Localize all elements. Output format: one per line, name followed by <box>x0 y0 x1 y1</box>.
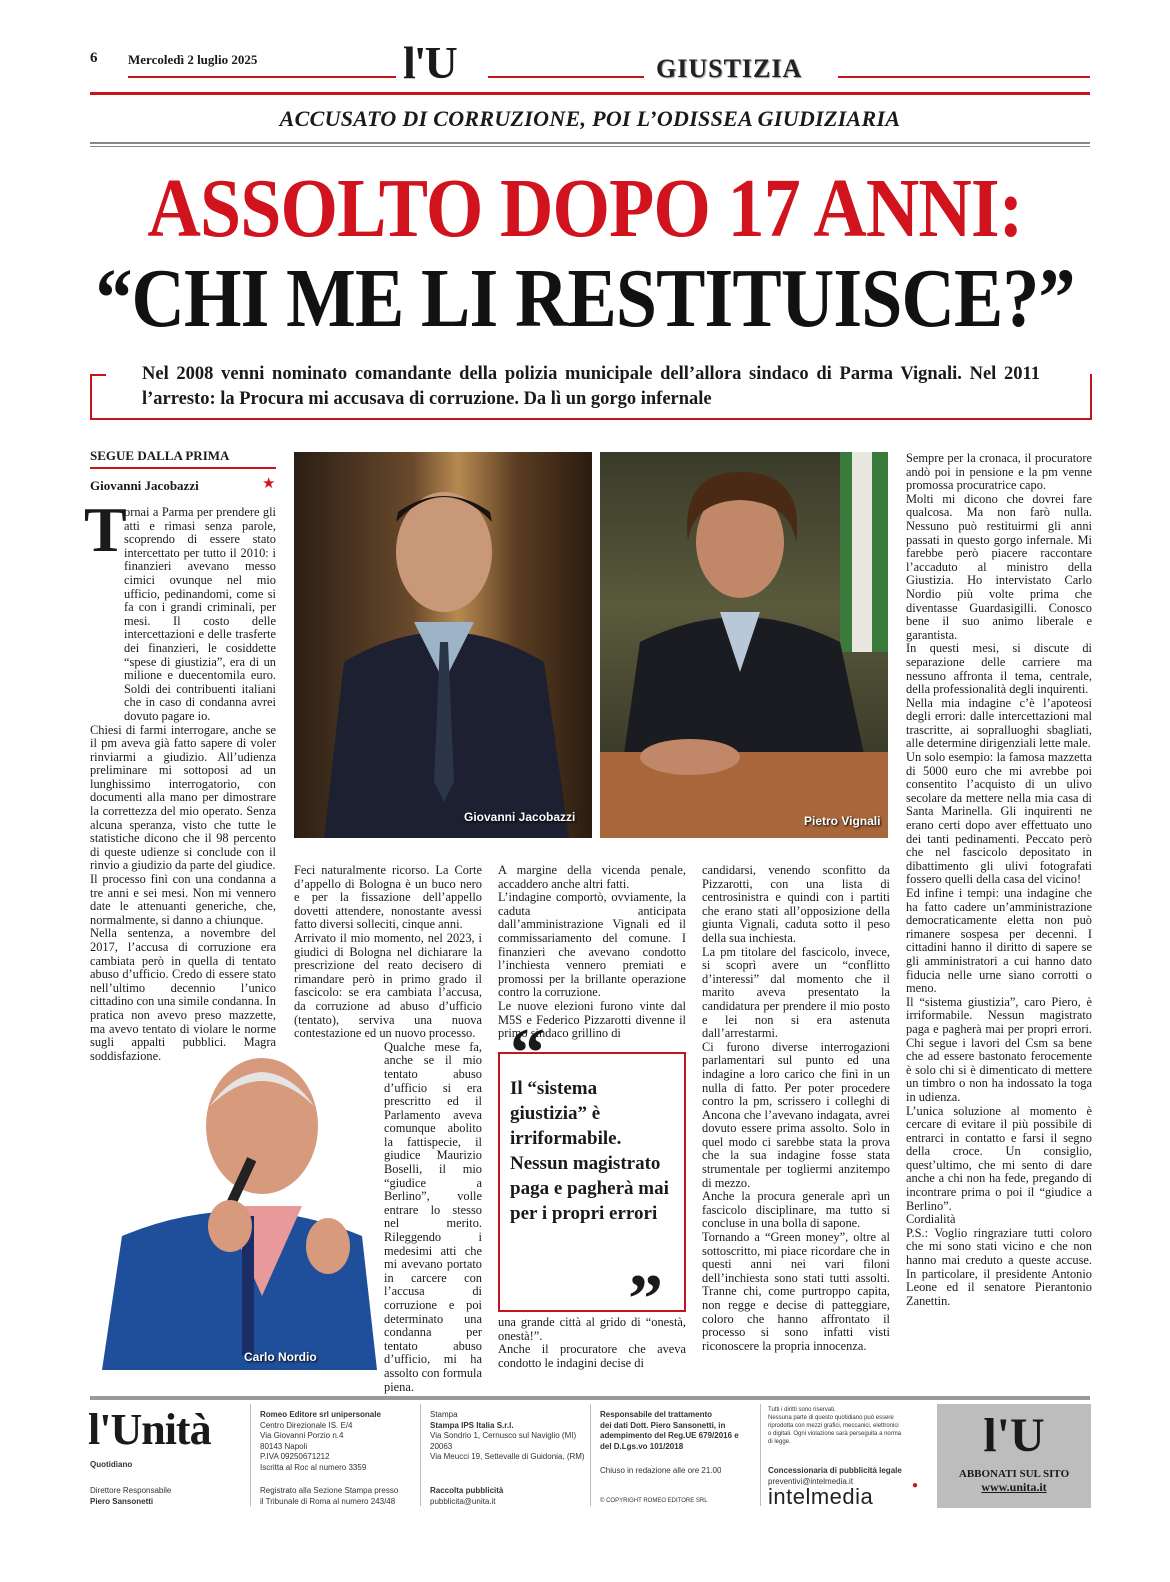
footer-separator <box>250 1404 251 1506</box>
paragraph: Il “sistema giustizia”, caro Piero, è irriformabile. Nessun magistrato paga e pagherà mai per propri errori. Chi segue i lavori del Csm sa bene che ad essere bastonato ferocemente è solo chi si è dimenticato di mettere un timbro o non ha indossato la toga in udienza. <box>906 994 1092 1104</box>
paragraph: ornai a Parma per prendere gli atti e rimasi senza parole, scoprendo di essere stato intercettato per tutto il 2010: i finanzieri avevano messo cimici ovunque nel mio ufficio, pedinandomi, come si fa con i grandi criminali, per mesi. Il costo delle intercettazioni e delle trasferte dei finanzieri, le cosiddette “spese di giustizia”, era di un milione e duecentomila euro. Soldi dei contribuenti italiani che in caso di condanna avrei dovuto pagare io. <box>124 505 276 723</box>
paragraph: candidarsi, venendo sconfitto da Pizzarotti, con una lista di centrosinistra e quindi con i partiti che erano stati all’opposizione della giunta Vignali, caduta sotto il peso della sua inchiesta. <box>702 863 890 945</box>
author-name: Giovanni Jacobazzi <box>90 478 199 493</box>
divider <box>90 92 1090 95</box>
photo-pietro-vignali <box>600 452 888 838</box>
footer-diritti: Tutti i diritti sono riservati. Nessuna parte di questo quotidiano può essere riprodotta con mezzi grafici, meccanici, elettronici o digitali. Ogni violazione sarà perseguita a norma di legge. <box>768 1407 902 1445</box>
header-rule-mid <box>488 76 644 78</box>
intelmedia-logo: intelmedia <box>768 1484 874 1509</box>
subtitle: Nel 2008 venni nominato comandante della polizia municipale dell’allora sindaco di Parma Vignali. Nel 2011 l’arresto: la Procura mi accusava di corruzione. Da lì un gorgo infernale <box>142 364 1040 409</box>
subtitle-box <box>90 364 1092 420</box>
footer-separator <box>420 1404 421 1506</box>
footer-pubblicita: Raccolta pubblicità pubblicita@unita.it <box>430 1486 504 1506</box>
footer-copyright: © COPYRIGHT ROMEO EDITORE SRL <box>600 1498 708 1504</box>
paragraph: Un solo esempio: la famosa mazzetta di 5000 euro che mi avrebbe poi consentito l’acquisto di un ulivo secolare da mettere nella mia casa di Santa Marinella. Gli inquirenti ne erano certi dopo aver effettuato uno dei tanti pedinamenti. Peccato però che nel fascicolo depositato in dibattimento gli ulivi fotografati fossero quelli della casa del vicino! <box>906 750 1092 887</box>
paragraph: Sempre per la cronaca, il procuratore andò poi in pensione e la pm venne promossa procuratrice capo. <box>906 451 1092 493</box>
subscribe-label: ABBONATI SUL SITO <box>958 1468 1070 1480</box>
paragraph: Molti mi dicono che dovrei fare qualcosa. Ma non farò nulla. Nessuno può restituirmi gli anni passati in questo gorgo infernale. Mi farebbe però piacere raccontare l’accaduto al ministro della Giustizia. Ho intervistato Carlo Nordio più volte prima che diventasse Guardasigilli. Conosco bene il suo animo liberale e garantista. <box>906 491 1092 642</box>
kicker: ACCUSATO DI CORRUZIONE, POI L’ODISSEA GIUDIZIARIA <box>279 106 901 131</box>
paragraph: Tornando a “Green money”, oltre al sottoscritto, mi piace ricordare che in questi anni nei vari filoni dell’inchiesta sono stati tutti assolti. Tranne chi, come purtroppo capita, non regge e decise di patteggiare, coloro che hanno affrontato il processo si sono infatti visti riconoscere la propria innocenza. <box>702 1230 890 1353</box>
star-icon: ★ <box>262 476 276 492</box>
subscribe-link[interactable]: www.unita.it <box>981 1480 1047 1494</box>
paragraph: Ci furono diverse interrogazioni parlamentari sul punto ed una indagine a loro carico che finì in un nulla di fatto. Per poter procedere contro la pm, scrissero i colleghi di Ancona che l’avevano indagata, avrei dovuto essere prima assolto. Solo in quel modo ci sarebbe stata la prova che la sua indagine fosse stata strumentale per togliermi anzitempo di mezzo. <box>702 1039 890 1190</box>
paragraph: una grande città al grido di “onestà, onestà!”. <box>498 1315 686 1343</box>
paragraph: Arrivato il mio momento, nel 2023, i giudici di Bologna nel dichiarare la prescrizione del reato decisero di rimandare però in primo grado il fascicolo: se era cambiata l’accusa, da corruzione ad abuso d’ufficio (tentato), serviva una nuova contestazione ed un nuovo processo. <box>294 930 482 1041</box>
paragraph: In questi mesi, si discute di separazione delle carriere ma nessuno affronta il tema, centrale, della professionalità degli inquirenti. <box>906 641 1092 697</box>
pull-quote: Il “sistema giustizia” è irriformabile. Nessun magistrato paga e pagherà mai per i propri errori <box>510 1078 669 1224</box>
unita-logo: l'U <box>403 37 456 88</box>
paragraph: Chiesi di farmi interrogare, anche se il pm aveva già fatto sapere di voler rinviarmi a giudizio. All’udienza preliminare mi sottoposi ad un lunghissimo interrogatorio, con documenti alla mano per dimostrare la correttezza del mio operato. Senza alcuna speranza, visto che tutte le statistiche dicono che il 98 percento di queste udienze si conclude con il rinvio a giudizio da parte del giudice. <box>90 722 276 873</box>
paragraph: A margine della vicenda penale, accaddero anche altri fatti. <box>498 863 686 891</box>
paragraph: Il processo finì con una condanna a tre anni e sei mesi. Non mi vennero date le attenuanti generiche, che, normalmente, si danno a chiunque. <box>90 872 276 927</box>
paragraph: Feci naturalmente ricorso. La Corte d’appello di Bologna è un buco nero e per la fissazione dell’appello dovetti attendere, nonostante avessi fatto diversi solleciti, cinque anni. <box>294 863 482 932</box>
segue-label: SEGUE DALLA PRIMA <box>90 448 276 469</box>
article-column-2 <box>294 864 482 1394</box>
divider <box>90 142 1090 144</box>
quote-open-icon: “ <box>510 1015 545 1092</box>
divider <box>90 146 1090 147</box>
footer-separator <box>590 1404 591 1506</box>
paragraph: Qualche mese fa, anche se il mio tentato abuso d’ufficio si era prescritto ed il Parlamento aveva comunque abolito la fattispecie, il giudice Maurizio Boselli, il mio “giudice a Berlino”, volle entrare lo stesso nel merito. Rileggendo i medesimi atti che mi avevano portato in carcere con l’accusa di corruzione e poi determinato una condanna per tentato abuso d’ufficio, mi ha assolto con formula piena. <box>384 1039 482 1394</box>
footer-editor: Romeo Editore srl unipersonale Centro Direzionale IS. E/4 Via Giovanni Porzio n.4 80143 Napoli P.IVA 09250671212 Iscritta al Roc al numero 3359 <box>260 1410 381 1472</box>
paragraph: Nella sentenza, a novembre del 2017, l’accusa di corruzione era cambiata però in quella di tentato abuso d’ufficio. Credo di essere stato nell’ultimo decennio l’unico cittadino con una simile condanna. In pratica non avevo preso mazzette, ma avevo tentato di violare le norme sugli appalti pubblici. Magra soddisfazione. <box>90 926 276 1063</box>
footer-separator <box>760 1404 761 1506</box>
issue-date: Mercoledì 2 luglio 2025 <box>128 52 258 67</box>
paragraph: L’unica soluzione al momento è cercare di evitare il più possibile di entrarci in contatto e farsi il segno della croce. Un consiglio, quest’ultimo, che mi sento di dare anche a chi non ha fede, pregando di incontrare prima o poi il “giudice a Berlino”. <box>906 1103 1092 1213</box>
page-number: 6 <box>90 50 98 66</box>
unita-footer-logo: l'Unità <box>88 1405 211 1454</box>
footer-divider <box>90 1396 1090 1400</box>
footer-concessionaria: Concessionaria di pubblicità legale preventivi@intelmedia.it <box>768 1466 902 1486</box>
section-title: GIUSTIZIA <box>656 54 803 83</box>
headline-line-2: “CHI ME LI RESTITUISCE?” <box>95 252 1075 345</box>
subscribe-banner[interactable] <box>937 1404 1091 1508</box>
header-rule-right <box>838 76 1090 78</box>
headline-line-1: ASSOLTO DOPO 17 ANNI: <box>147 162 1023 255</box>
paragraph: P.S.: Voglio ringraziare tutti coloro che mi sono stati vicino e che non hanno mai creduto a queste accuse. In particolare, il presidente Antonio Leone ed il senatore Pierantonio Zanettin. <box>906 1225 1092 1308</box>
photo-giovanni-jacobazzi <box>294 452 592 838</box>
footer-quotidiano: Quotidiano <box>90 1460 133 1469</box>
article-column-5 <box>906 452 1092 1308</box>
footer-stampa: Stampa Stampa IPS Italia S.r.l. Via Sondrio 1, Cernusco sul Naviglio (MI) 20063 Via Meucci 19, Settevalle di Guidonia, (RM) <box>430 1410 585 1461</box>
drop-cap: T <box>84 494 127 565</box>
paragraph: Anche la procura generale aprì un fascicolo disciplinare, ma tutto si concluse in una bolla di sapone. <box>702 1189 890 1231</box>
paragraph: L’indagine comportò, ovviamente, la caduta anticipata dall’amministrazione Vignali ed il commissariamento del comune. I finanzieri che avevano condotto l’inchiesta vennero premiati e promossi per la brillante operazione contro la corruzione. <box>498 890 686 1000</box>
footer-privacy: Responsabile del trattamento dei dati Dott. Piero Sansonetti, in adempimento del Reg.UE 679/2016 e del D.Lgs.vo 101/2018 <box>600 1410 739 1451</box>
footer-chiuso: Chiuso in redazione alle ore 21.00 <box>600 1466 722 1475</box>
footer-direttore: Direttore Responsabile Piero Sansonetti <box>90 1486 172 1506</box>
photo-caption: Giovanni Jacobazzi <box>464 810 576 824</box>
quote-close-icon: ” <box>628 1261 663 1338</box>
paragraph: Cordialità <box>906 1212 956 1227</box>
footer-registro: Registrato alla Sezione Stampa presso il Tribunale di Roma al numero 243/48 <box>260 1486 399 1506</box>
paragraph: Anche il procuratore che aveva condotto le indagini decise di <box>498 1342 686 1370</box>
photo-caption: Carlo Nordio <box>244 1350 317 1364</box>
intelmedia-dot-icon: ● <box>912 1480 919 1491</box>
article-column-4 <box>702 864 890 1353</box>
paragraph: La pm titolare del fascicolo, invece, si scoprì avere un “conflitto d’interessi” dal momento che il marito aveva presentato la candidatura per prendere il mio posto e lei non si era astenuta dall’arrestarmi. <box>702 944 890 1041</box>
header-rule-left <box>128 76 396 78</box>
article-column-1 <box>90 506 276 1063</box>
unita-mini-logo: l'U <box>983 1409 1045 1462</box>
paragraph: Nella mia indagine c’è l’apoteosi degli errori: dalle intercettazioni mal trascritte, ai sopralluoghi sbagliati, alle determine dirigenziali lette male. <box>906 695 1092 751</box>
paragraph: Ed infine i tempi: una indagine che ha fatto cadere un’amministrazione democraticamente eletta non può rimanere sospesa per decenni. I cittadini hanno il diritto di sapere se gli amministratori a cui hanno dato fiducia nelle urne siano corrotti o meno. <box>906 886 1092 996</box>
photo-caption: Pietro Vignali <box>804 814 881 828</box>
paragraph: Le nuove elezioni furono vinte dal M5S e Federico Pizzarotti divenne il primo sindaco grillino di <box>498 998 686 1041</box>
